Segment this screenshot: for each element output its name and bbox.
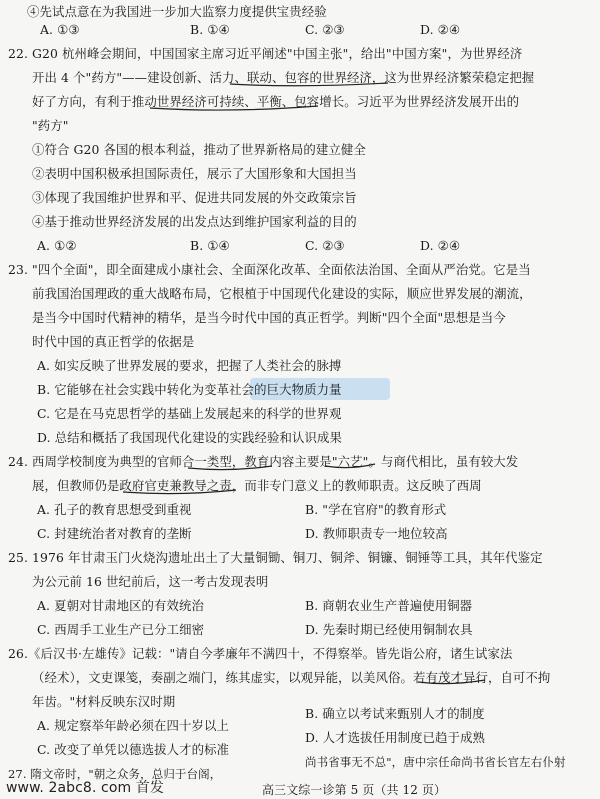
q24-option-b: B. "学在官府"的教育形式: [305, 502, 447, 517]
q26-option-d: D. 人才选拔任用制度已趋于成熟: [305, 730, 486, 745]
q25-option-c: C. 西周手工业生产已分工细密: [37, 622, 205, 637]
q27-stem-1: 27. 隋文帝时，"朝之众务，总归于台阁，: [8, 767, 222, 781]
option-line: ④先试点意在为我国进一步加大监察力度提供宝贵经验: [27, 4, 327, 19]
q23-stem-2: 前我国治国理政的重大战略布局，它根植于中国现代化建设的实际，顺应世界发展的潮流，: [32, 286, 532, 301]
q24-option-d: D. 教师职责专一地位较高: [305, 526, 448, 541]
q26-stem-3: 年齿。"材料反映东汉时期: [32, 694, 176, 709]
q22-item-4: ④基于推动世界经济发展的出发点达到维护国家利益的目的: [32, 214, 357, 229]
q23-option-a: A. 如实反映了世界发展的要求，把握了人类社会的脉搏: [37, 358, 342, 373]
q22-item-3: ③体现了我国维护世界和平、促进共同发展的外交政策宗旨: [32, 190, 357, 205]
q22-option-a: A. ①②: [37, 238, 77, 253]
q22-option-d: D. ②④: [420, 238, 461, 253]
q23-stem-3: 是当今中国时代精神的精华，是当今时代中国的真正哲学。判断"四个全面"思想是当今: [32, 310, 506, 325]
footer-site-url: www. 2abc8. com 首发: [6, 780, 164, 796]
q24-option-c: C. 封建统治者对教育的垄断: [37, 526, 192, 541]
option-b: B. ①④: [190, 22, 230, 37]
option-d: D. ②④: [420, 22, 461, 37]
q24-stem-1: 24. 西周学校制度为典型的官师合一类型，教育内容主要是"六艺"。与商代相比，虽有较大发: [8, 454, 519, 469]
q24-option-a: A. 孔子的教育思想受到重视: [37, 502, 192, 517]
q25-stem-2: 为公元前 16 世纪前后，这一考古发现表明: [32, 574, 269, 589]
q22-item-2: ②表明中国积极承担国际责任，展示了大国形象和大国担当: [32, 166, 357, 181]
q23-stem-1: 23. "四个全面"，即全面建成小康社会、全面深化改革、全面依法治国、全面从严治党。它是当: [8, 262, 531, 277]
q23-option-d: D. 总结和概括了我国现代化建设的实践经验和认识成果: [37, 430, 342, 445]
q22-option-c: C. ②③: [305, 238, 345, 253]
q25-option-d: D. 先秦时期已经使用铜制农具: [305, 622, 473, 637]
q22-stem-2: 开出 4 个"药方"——建设创新、活力、联动、包容的世界经济，这为世界经济繁荣稳定把握: [32, 70, 535, 85]
q26-option-c: C. 改变了单凭以德选拔人才的标准: [37, 742, 230, 757]
q27-stem-0: 尚书省事无不总"，唐中宗任命尚书省长官左右仆射: [305, 755, 566, 769]
q24-stem-2: 展，但教师仍是政府官吏兼教导之责，而非专门意义上的教师职责。这反映了西周: [32, 478, 482, 493]
q22-option-b: B. ①④: [190, 238, 230, 253]
q25-option-b: B. 商朝农业生产普遍使用铜器: [305, 598, 473, 613]
q22-stem-1: 22. G20 杭州峰会期间，中国国家主席习近平阐述"中国主张"，给出"中国方案"，为世界经济: [8, 46, 523, 61]
q23-option-b: B. 它能够在社会实践中转化为变革社会的巨大物质力量: [37, 382, 342, 397]
q25-stem-1: 25. 1976 年甘肃玉门火烧沟遗址出土了大量铜锄、铜刀、铜斧、铜镰、铜锤等工具，其年代鉴定: [8, 550, 543, 565]
q23-option-c: C. 它是在马克思哲学的基础上发展起来的科学的世界观: [37, 406, 342, 421]
q26-option-a: A. 规定察举年龄必须在四十岁以上: [37, 718, 229, 733]
q23-stem-4: 时代中国的真正哲学的依据是: [32, 334, 195, 349]
q22-stem-3: 好了方向，有利于推动世界经济可持续、平衡、包容增长。习近平为世界经济发展开出的: [32, 94, 520, 109]
q26-option-b: B. 确立以考试来甄别人才的制度: [305, 706, 485, 721]
q22-item-1: ①符合 G20 各国的根本利益，推动了世界新格局的建立健全: [32, 142, 366, 157]
option-a: A. ①③: [40, 22, 80, 37]
q26-stem-2: （经术），文吏课笺，奏副之端门，练其虚实，以观异能，以美风俗。若有茂才异行，自可不拘: [32, 670, 551, 685]
q22-stem-4: "药方": [32, 118, 69, 133]
q26-stem-1: 26.《后汉书·左雄传》记载："请自今孝廉年不满四十，不得察举。皆先诣公府，诸生试家法: [8, 646, 513, 661]
option-c: C. ②③: [305, 22, 345, 37]
q25-option-a: A. 夏朝对甘肃地区的有效统治: [37, 598, 205, 613]
footer-page-number: 高三文综一诊第 5 页（共 12 页）: [262, 783, 447, 797]
